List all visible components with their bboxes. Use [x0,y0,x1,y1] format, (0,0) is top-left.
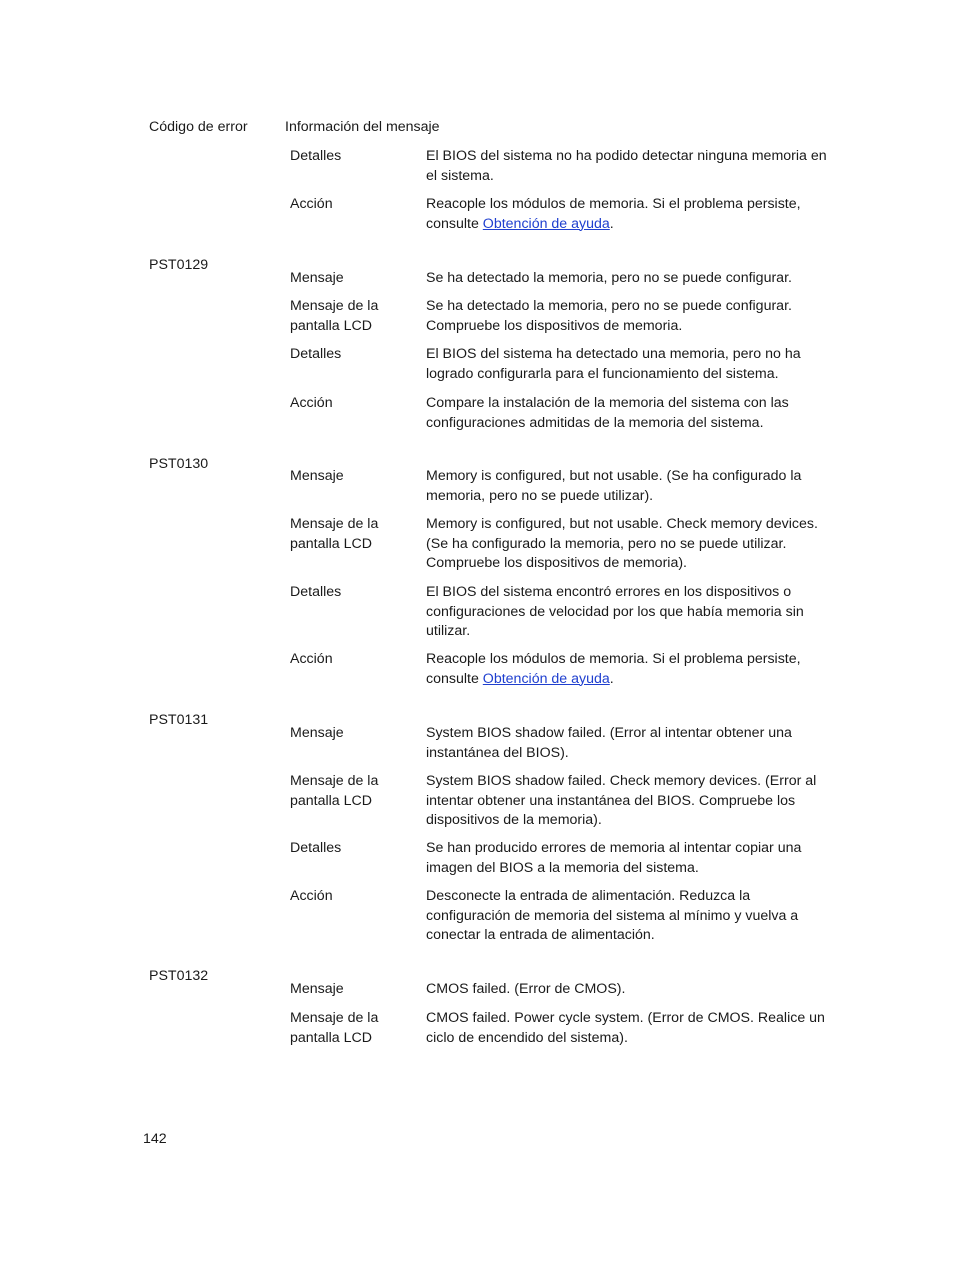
entry-text: El BIOS del sistema encontró errores en los dispositivos o configuraciones de velocidad por los que había memoria sin utilizar. [426,584,804,639]
entry-text: Compare la instalación de la memoria del sistema con las configuraciones admitidas de la memoria del sistema. [426,395,789,431]
entry-label: Mensaje de la pantalla LCD [290,1010,379,1046]
entry-label: Detalles [290,584,342,600]
entry-label: Mensaje de la pantalla LCD [290,298,379,334]
entry-label: Mensaje [290,981,344,997]
page-number: 142 [143,1131,167,1147]
entry-label: Mensaje [290,468,344,484]
entry-text: Se ha detectado la memoria, pero no se puede configurar. Compruebe los dispositivos de memoria. [426,298,792,334]
help-link[interactable]: Obtención de ayuda [482,215,610,232]
table-header [149,119,849,139]
entry-text: CMOS failed. Power cycle system. (Error de CMOS. Realice un ciclo de encendido del sistema). [426,1010,825,1046]
entry-text: Se han producido errores de memoria al intentar copiar una imagen del BIOS a la memoria del sistema. [426,840,802,876]
entry-label: Mensaje de la pantalla LCD [290,773,379,809]
entry-text: Desconecte la entrada de alimentación. Reduzca la configuración de memoria del sistema al mínimo y vuelva a conectar la entrada de alimentación. [426,888,799,943]
header-error-code: Código de error [149,119,248,135]
help-link[interactable]: Obtención de ayuda [482,670,610,687]
entry-text: System BIOS shadow failed. Check memory devices. (Error al intentar obtener una instantánea del BIOS. Compruebe los dispositivos de la memoria). [426,773,817,828]
entry-text: System BIOS shadow failed. (Error al intentar obtener una instantánea del BIOS). [426,725,792,761]
entry-text: Reacople los módulos de memoria. Si el problema persiste, consulte Obtención de ayuda. [426,196,801,232]
entry-label: Detalles [290,346,342,362]
error-code-pst0131: PST0131 [149,712,209,728]
entry-text: Se ha detectado la memoria, pero no se puede configurar. [426,270,792,286]
entry-label: Detalles [290,840,342,856]
entry-text: Reacople los módulos de memoria. Si el problema persiste, consulte Obtención de ayuda. [426,651,801,687]
entry-text: Memory is configured, but not usable. (Se ha configurado la memoria, pero no se puede utilizar). [426,468,802,504]
header-message-info: Información del mensaje [285,119,440,135]
entry-text: Memory is configured, but not usable. Check memory devices. (Se ha configurado la memoria, pero no se puede utilizar. Compruebe los dispositivos de memoria). [426,516,818,571]
entry-label: Mensaje [290,725,344,741]
error-code-pst0132: PST0132 [149,968,209,984]
entry-label: Acción [290,196,333,212]
entry-text: CMOS failed. (Error de CMOS). [426,981,626,997]
error-code-pst0129: PST0129 [149,257,209,273]
entry-label: Acción [290,888,333,904]
entry-label: Detalles [290,148,342,164]
entry-text: El BIOS del sistema ha detectado una memoria, pero no ha logrado configurarla para el funcionamiento del sistema. [426,346,801,382]
entry-label: Mensaje de la pantalla LCD [290,516,379,552]
entry-text: El BIOS del sistema no ha podido detectar ninguna memoria en el sistema. [426,148,827,184]
entry-label: Mensaje [290,270,344,286]
entry-label: Acción [290,651,333,667]
entry-label: Acción [290,395,333,411]
error-code-pst0130: PST0130 [149,456,209,472]
